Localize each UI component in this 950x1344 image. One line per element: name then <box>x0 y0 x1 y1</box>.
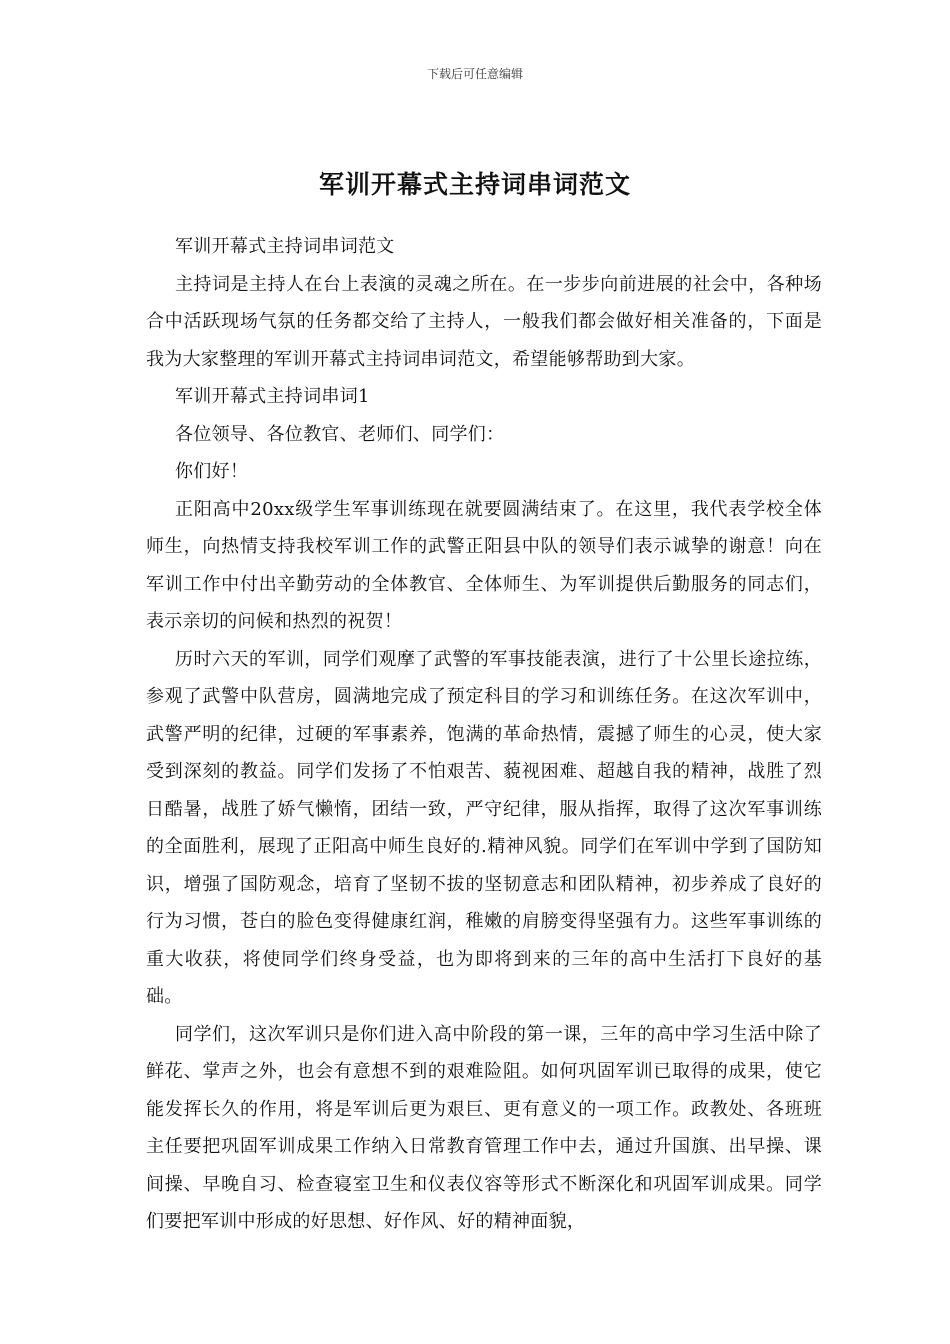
document-body <box>146 228 822 1241</box>
paragraph-thanks: 正阳高中20xx级学生军事训练现在就要圆满结束了。在这里，我代表学校全体师生，向热情支持我校军训工作的武警正阳县中队的领导们表示诚挚的谢意！向在军训工作中付出辛勤劳动的全体教官、全体师生、为军训提供后勤服务的同志们，表示亲切的问候和热烈的祝贺！ <box>146 498 822 632</box>
paragraph-training-summary: 历时六天的军训，同学们观摩了武警的军事技能表演，进行了十公里长途拉练，参观了武警中队营房，圆满地完成了预定科目的学习和训练任务。在这次军训中，武警严明的纪律，过硬的军事素养，饱满的革命热情，震撼了师生的心灵，使大家受到深刻的教益。同学们发扬了不怕艰苦、藐视困难、超越自我的精神，战胜了烈日酷暑，战胜了娇气懒惰，团结一致，严守纪律，服从指挥，取得了这次军事训练的全面胜利，展现了正阳高中师生良好的.精神风貌。同学们在军训中学到了国防知识，增强了国防观念，培育了坚韧不拔的坚韧意志和团队精神，初步养成了良好的行为习惯，苍白的脸色变得健康红润，稚嫩的肩膀变得坚强有力。这些军事训练的重大收获，将使同学们终身受益，也为即将到来的三年的高中生活打下良好的基础。 <box>146 648 822 1007</box>
paragraph-subtitle: 军训开幕式主持词串词范文 <box>175 236 395 257</box>
paragraph-consolidation: 同学们，这次军训只是你们进入高中阶段的第一课，三年的高中学习生活中除了鲜花、掌声之外，也会有意想不到的艰难险阻。如何巩固军训已取得的成果，使它能发挥长久的作用，将是军训后更为艰巨、更有意义的一项工作。政教处、各班班主任要把巩固军训成果工作纳入日常教育管理工作中去，通过升国旗、出早操、课间操、早晚自习、检查寝室卫生和仪表仪容等形式不断深化和巩固军训成果。同学们要把军训中形成的好思想、好作风、好的精神面貌， <box>146 1023 822 1232</box>
paragraph-greeting: 你们好！ <box>175 461 249 482</box>
document-title: 军训开幕式主持词串词范文 <box>318 169 631 199</box>
paragraph-intro: 主持词是主持人在台上表演的灵魂之所在。在一步步向前进展的社会中，各种场合中活跃现场气氛的任务都交给了主持人，一般我们都会做好相关准备的，下面是我为大家整理的军训开幕式主持词串词范文，希望能够帮助到大家。 <box>146 273 822 370</box>
paragraph-section-heading: 军训开幕式主持词串词1 <box>175 386 370 407</box>
header-note: 下载后可任意编辑 <box>426 67 523 81</box>
paragraph-salutation: 各位领导、各位教官、老师们、同学们： <box>175 423 505 445</box>
